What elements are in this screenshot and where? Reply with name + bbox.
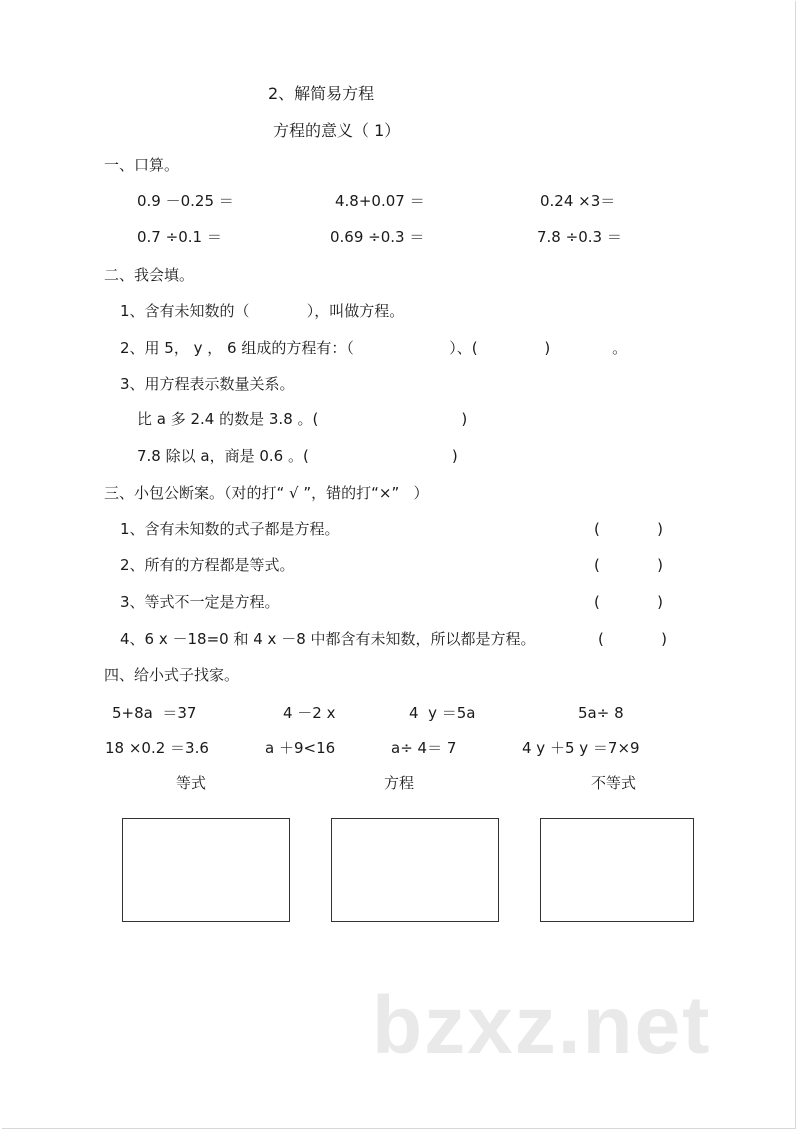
judge-statement: 3、等式不一定是方程。 <box>120 593 280 611</box>
fill-question-3b: 7.8 除以 a，商是 0.6 。( ) <box>137 447 458 465</box>
expression-item: 18 ×0.2 ＝3.6 <box>105 739 209 757</box>
expression-item: a ＋9<16 <box>265 739 336 757</box>
calc-item: 0.24 ×3＝ <box>540 192 616 210</box>
judge-answer-blank: ( ) <box>594 593 663 611</box>
inequality-answer-box <box>540 818 694 922</box>
fill-question-2: 2、用 5， y ， 6 组成的方程有：（ ）、( ) 。 <box>120 339 628 357</box>
expression-item: 4 －2 x <box>283 704 336 722</box>
calc-item: 0.9 －0.25 ＝ <box>137 192 234 210</box>
page-title: 2、解简易方程 <box>268 84 375 103</box>
section3-heading: 三、小包公断案。（对的打“ √ ”，错的打“×” ） <box>104 484 429 502</box>
watermark: bzxz.net <box>372 980 712 1071</box>
judge-answer-blank: ( ) <box>594 556 663 574</box>
calc-item: 0.7 ÷0.1 ＝ <box>137 228 222 246</box>
calc-item: 7.8 ÷0.3 ＝ <box>537 228 622 246</box>
expression-item: 5a÷ 8 <box>578 704 624 722</box>
calc-item: 0.69 ÷0.3 ＝ <box>330 228 425 246</box>
category-label-inequality: 不等式 <box>591 774 637 792</box>
expression-item: 4 y ＝5a <box>409 704 476 722</box>
judge-statement: 4、6 x －18=0 和 4 x －8 中都含有未知数，所以都是方程。 <box>120 630 536 648</box>
judge-statement: 2、所有的方程都是等式。 <box>120 556 295 574</box>
judge-answer-blank: ( ) <box>594 520 663 538</box>
expression-item: 5+8a ＝37 <box>112 704 197 722</box>
section2-heading: 二、我会填。 <box>104 266 195 284</box>
calc-item: 4.8+0.07 ＝ <box>335 192 425 210</box>
expression-item: 4 y ＋5 y ＝7×9 <box>522 739 640 757</box>
fill-question-1: 1、含有未知数的（ ），叫做方程。 <box>120 302 405 320</box>
equation-answer-box <box>331 818 499 922</box>
equality-answer-box <box>122 818 290 922</box>
judge-statement: 1、含有未知数的式子都是方程。 <box>120 520 340 538</box>
category-label-equality: 等式 <box>176 774 207 792</box>
judge-answer-blank: ( ) <box>598 630 667 648</box>
fill-question-3: 3、用方程表示数量关系。 <box>120 375 295 393</box>
fill-question-3a: 比 a 多 2.4 的数是 3.8 。( ) <box>137 410 468 428</box>
section4-heading: 四、给小式子找家。 <box>104 666 240 684</box>
expression-item: a÷ 4＝ 7 <box>391 739 457 757</box>
section1-heading: 一、口算。 <box>104 156 180 174</box>
category-label-equation: 方程 <box>384 774 415 792</box>
page-subtitle: 方程的意义（ 1） <box>273 121 401 140</box>
